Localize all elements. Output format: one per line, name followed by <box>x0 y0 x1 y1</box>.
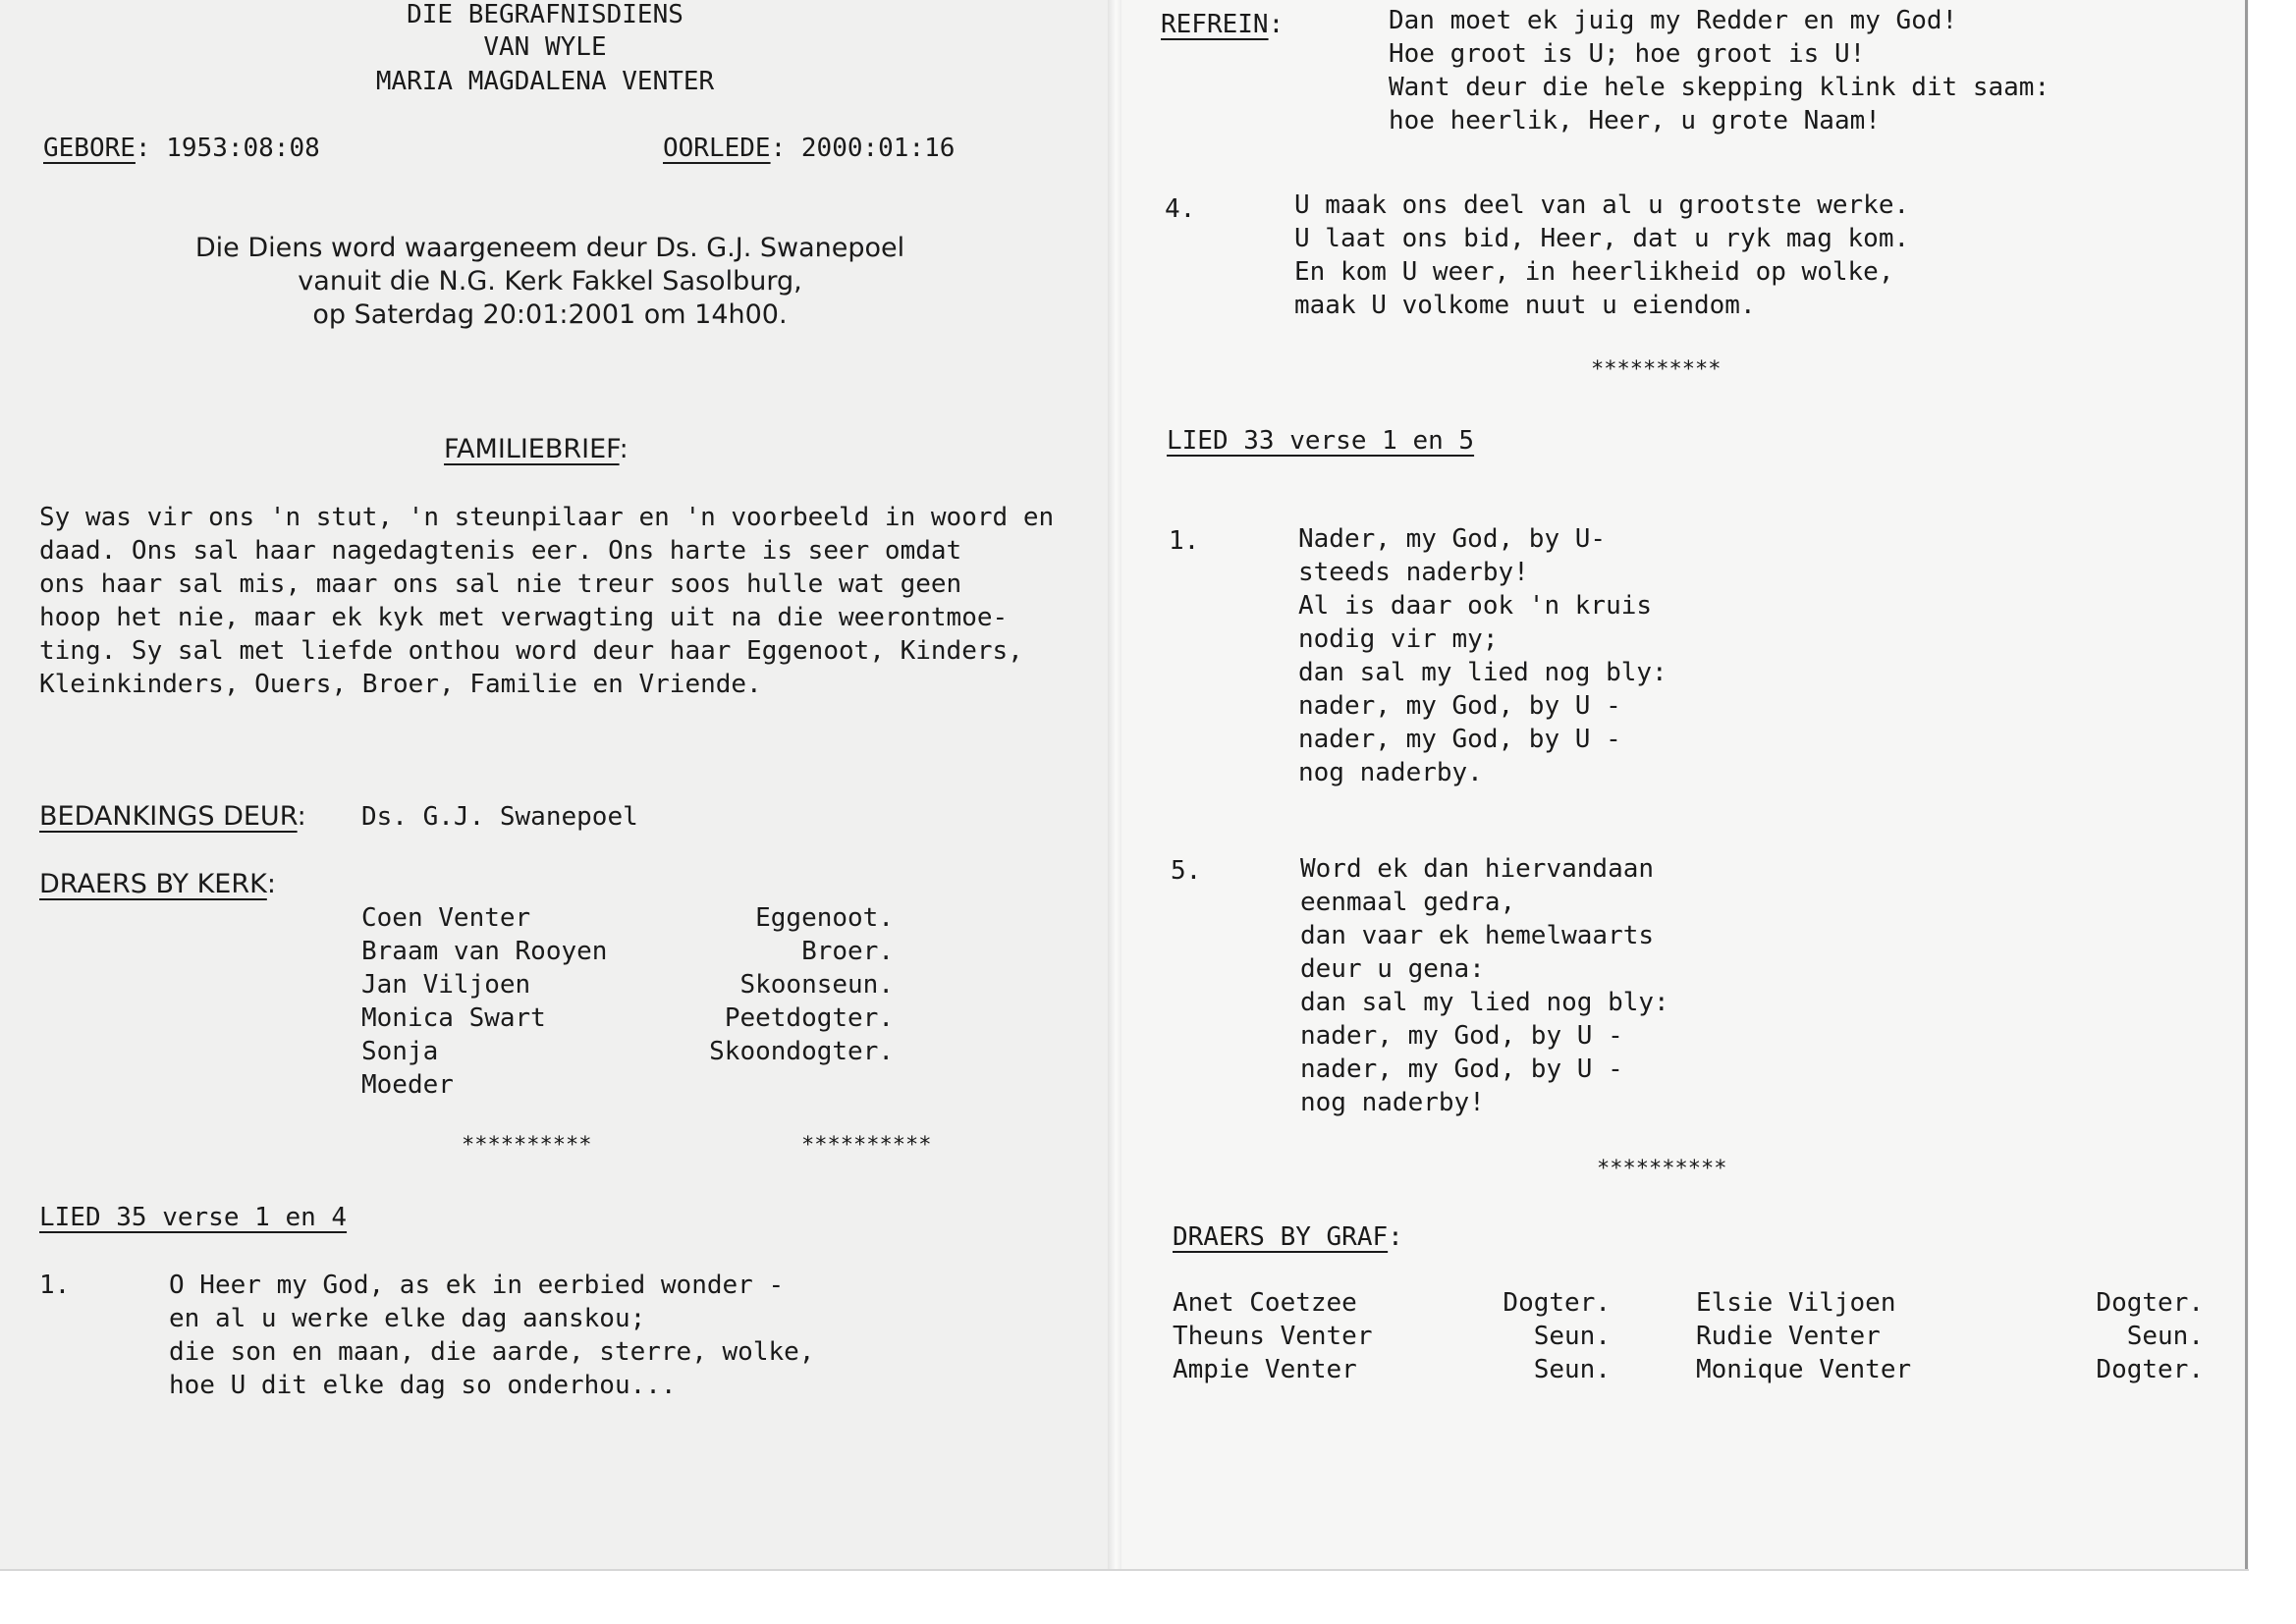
hymn33-verse1: Nader, my God, by U- steeds naderby! Al is daar ook 'n kruis nodig vir my; dan sal my lied nog bly: nader, my God, by U - nader, my God, by U - nog naderby. <box>1298 524 1667 787</box>
grave-bearer-role: Dogter. <box>2096 1355 2204 1384</box>
death-label: OORLEDE <box>663 134 771 163</box>
separator-stars: ********** <box>1591 357 1722 382</box>
church-bearer-role: Skoonseun. <box>739 970 894 1000</box>
thanks-value: Ds. G.J. Swanepoel <box>361 802 638 832</box>
grave-bearer-name: Rudie Venter <box>1696 1322 1881 1351</box>
family-letter-line: ting. Sy sal met liefde onthou word deur haar Eggenoot, Kinders, <box>39 636 1023 666</box>
church-bearer-name: Monica Swart <box>361 1003 546 1033</box>
service-line1: Die Diens word waargeneem deur Ds. G.J. Swanepoel <box>194 233 905 263</box>
thanks-label: BEDANKINGS DEUR: <box>39 801 306 832</box>
church-bearer-name: Braam van Rooyen <box>361 937 608 966</box>
birth-date <box>43 132 320 165</box>
grave-bearer-role: Seun. <box>1533 1355 1611 1384</box>
grave-bearer-name: Ampie Venter <box>1173 1355 1357 1384</box>
grave-bearer-role: Seun. <box>2126 1322 2204 1351</box>
family-letter-line: ons haar sal mis, maar ons sal nie treur soos hulle wat geen <box>39 569 962 599</box>
church-bearer-role: Eggenoot. <box>755 903 894 933</box>
death-date <box>663 132 955 165</box>
death-value: : 2000:01:16 <box>770 134 956 163</box>
family-letter-line: Kleinkinders, Ouers, Broer, Familie en Vriende. <box>39 670 762 699</box>
hymn35-verse4-number: 4. <box>1165 194 1196 224</box>
hymn35-verse1-number: 1. <box>39 1271 71 1300</box>
hymn33-verse5: Word ek dan hiervandaan eenmaal gedra, dan vaar ek hemelwaarts deur u gena: dan sal my lied nog bly: nader, my God, by U - nader, my God, by U - nog naderby! <box>1300 854 1669 1117</box>
grave-bearer-name: Theuns Venter <box>1173 1322 1373 1351</box>
separator-stars: ********** <box>1597 1157 1727 1181</box>
hymn35-verse4: U maak ons deel van al u grootste werke. U laat ons bid, Heer, dat u ryk mag kom. En kom U weer, in heerlikheid op wolke, maak U volkome nuut u eiendom. <box>1294 190 1910 320</box>
grave-bearers-label: DRAERS BY GRAF: <box>1173 1222 1403 1252</box>
grave-bearer-role: Seun. <box>1533 1322 1611 1351</box>
birth-value: : 1953:08:08 <box>135 134 320 163</box>
grave-bearer-name: Anet Coetzee <box>1173 1288 1357 1318</box>
service-line2: vanuit die N.G. Kerk Fakkel Sasolburg, <box>298 266 802 297</box>
church-bearer-name: Coen Venter <box>361 903 531 933</box>
church-bearers-label: DRAERS BY KERK: <box>39 869 276 899</box>
service-line3: op Saterdag 20:01:2001 om 14h00. <box>312 299 788 330</box>
church-bearer-role: Peetdogter. <box>724 1003 894 1033</box>
grave-bearer-name: Elsie Viljoen <box>1696 1288 1896 1318</box>
separator-stars: ********** <box>462 1133 592 1158</box>
hymn33-verse5-number: 5. <box>1171 856 1202 886</box>
family-letter-heading: FAMILIEBRIEF: <box>444 434 629 464</box>
family-letter-line: hoop het nie, maar ek kyk met verwagting uit na die weerontmoe- <box>39 603 1009 632</box>
hymn33-verse1-number: 1. <box>1169 526 1200 556</box>
hymn33-heading: LIED 33 verse 1 en 5 <box>1167 426 1475 456</box>
grave-bearer-role: Dogter. <box>1503 1288 1611 1318</box>
church-bearer-role: Broer. <box>801 937 894 966</box>
church-bearer-name: Sonja <box>361 1037 439 1066</box>
hymn35-heading: LIED 35 verse 1 en 4 <box>39 1203 348 1232</box>
hymn35-verse1: O Heer my God, as ek in eerbied wonder - en al u werke elke dag aanskou; die son en maan, die aarde, sterre, wolke, hoe U dit elke dag so onderhou... <box>169 1271 815 1400</box>
separator-stars: ********** <box>801 1133 932 1158</box>
doc-title-line1: DIE BEGRAFNISDIENS <box>407 0 683 29</box>
page-edge <box>2245 0 2248 1571</box>
grave-bearer-name: Monique Venter <box>1696 1355 1912 1384</box>
family-letter-line: Sy was vir ons 'n stut, 'n steunpilaar en 'n voorbeeld in woord en <box>39 503 1055 532</box>
page-fold <box>1108 0 1121 1571</box>
family-letter-line: daad. Ons sal haar nagedagtenis eer. Ons harte is seer omdat <box>39 536 962 566</box>
church-bearer-name: Jan Viljoen <box>361 970 531 1000</box>
doc-title-line2: VAN WYLE <box>483 32 607 62</box>
doc-title-line3: MARIA MAGDALENA VENTER <box>375 67 715 96</box>
refrain-label: REFREIN: <box>1161 10 1285 39</box>
hymn35-refrain: Dan moet ek juig my Redder en my God! Hoe groot is U; hoe groot is U! Want deur die hele skepping klink dit saam: hoe heerlik, Heer, u grote Naam! <box>1389 6 2050 135</box>
page-bottom-edge <box>0 1569 2249 1571</box>
church-bearer-name: Moeder <box>361 1070 454 1100</box>
grave-bearer-role: Dogter. <box>2096 1288 2204 1318</box>
church-bearer-role: Skoondogter. <box>709 1037 894 1066</box>
birth-label: GEBORE <box>43 134 136 163</box>
